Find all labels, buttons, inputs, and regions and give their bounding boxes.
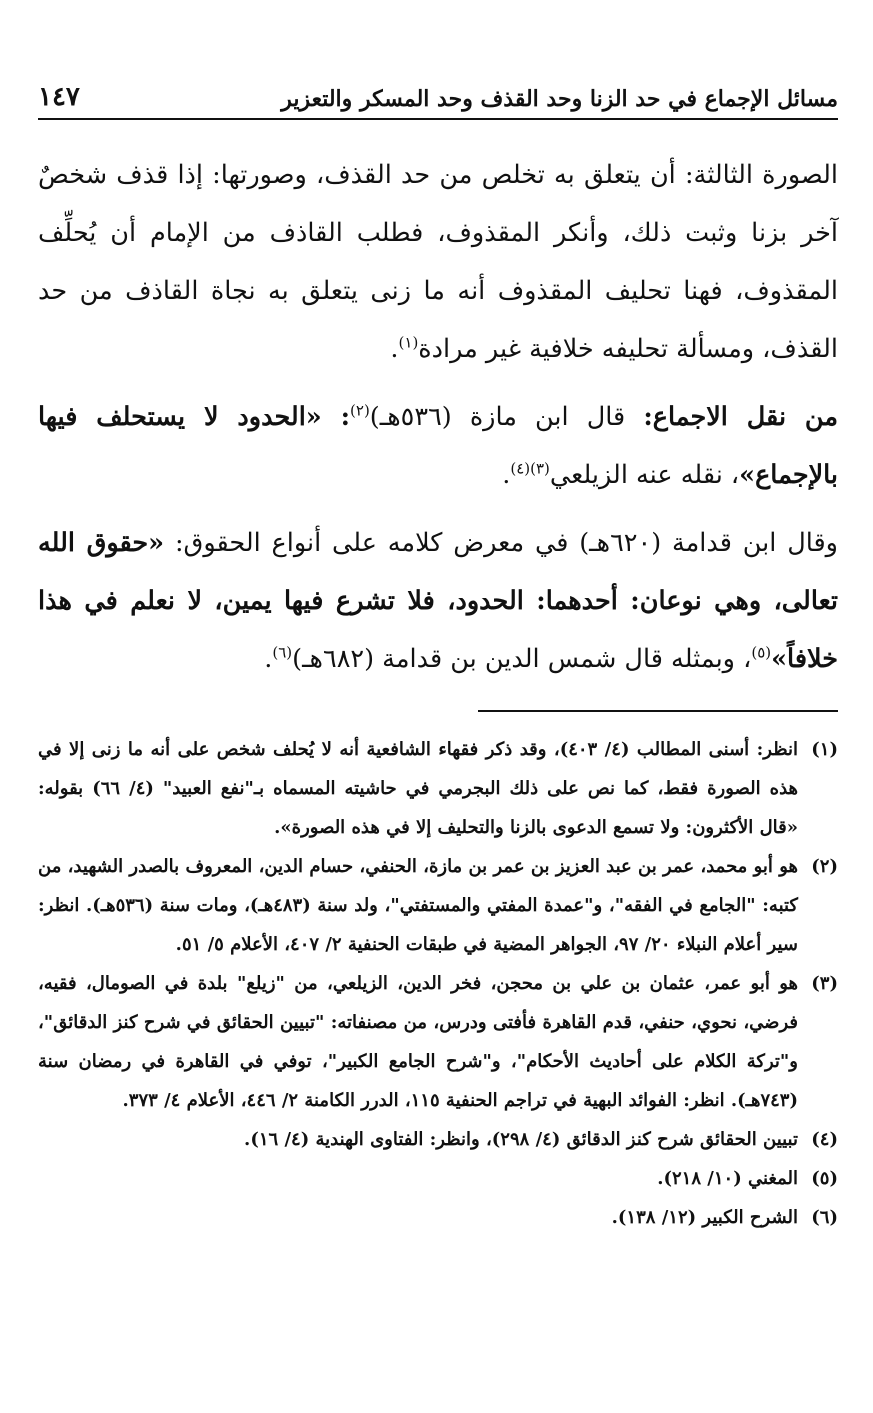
- footnote-text: هو أبو عمر، عثمان بن علي بن محجن، فخر الدين، الزيلعي، من "زيلع" بلدة في الصومال، فقيه، فرضي، نحوي، حنفي، قدم القاهرة فأفتى ودرس، من مصنفاته: "تبيين الحقائق في شرح كنز الدقائق"، و"تركة الكلام على أحاديث الأحكام"، و"شرح الجامع الكبير"، توفي في القاهرة في رمضان سنة (٧٤٣هـ). انظر: الفوائد البهية في تراجم الحنفية ١١٥، الدرر الكامنة ٢/ ٤٤٦، الأعلام ٤/ ٣٧٣.: [38, 973, 799, 1111]
- paragraph-lead: الصورة الثالثة:: [684, 160, 838, 190]
- paragraph-text: وقال ابن قدامة (٦٢٠هـ) في معرض كلامه على أنواع الحقوق:: [164, 528, 838, 558]
- footnote-item: [38, 847, 838, 964]
- paragraph-lead: من نقل الاجماع:: [643, 402, 838, 432]
- quotation: «حقوق الله تعالى، وهي نوعان: أحدهما: الحدود، فلا تشرع فيها يمين، لا نعلم في هذا خلافاً»: [38, 528, 838, 674]
- paragraph-text: ، وبمثله قال شمس الدين بن قدامة (٦٨٢هـ): [292, 644, 752, 674]
- footnote-number: (٢): [811, 856, 838, 877]
- paragraph-end: .: [264, 644, 273, 674]
- paragraph-third-case: [38, 146, 838, 378]
- paragraph-consensus-citation: [38, 388, 838, 504]
- paragraph-text: أن يتعلق به تخلص من حد القذف، وصورتها: إذا قذف شخصٌ آخر بزنا وثبت ذلك، وأنكر المقذوف، فطلب القاذف من الإمام أن يُحلِّف المقذوف، فهنا تحليف المقذوف أنه ما زنى يتعلق به نجاة القاذف من حد القذف، ومسألة تحليفه خلافية غير مرادة: [38, 160, 838, 364]
- footnote-number: (٤): [811, 1129, 838, 1150]
- footnote-text: هو أبو محمد، عمر بن عبد العزيز بن عمر بن مازة، الحنفي، حسام الدين، المعروف بالصدر الشهيد، من كتبه: "الجامع في الفقه"، و"عمدة المفتي والمستفتي"، ولد سنة (٤٨٣هـ)، ومات سنة (٥٣٦هـ). انظر: سير أعلام النبلاء ٢٠/ ٩٧، الجواهر المضية في طبقات الحنفية ٢/ ٤٠٧، الأعلام ٥/ ٥١.: [38, 856, 799, 955]
- footnote-text: المغني (١٠/ ٢١٨).: [657, 1168, 798, 1189]
- paragraph-ibn-qudama: [38, 514, 838, 688]
- paragraph-text: ، نقله عنه الزيلعي: [549, 460, 740, 490]
- footnote-item: [38, 730, 838, 847]
- paragraph-text: قال ابن مازة (٥٣٦هـ): [369, 402, 644, 432]
- running-header: [38, 62, 838, 120]
- footnote-text: انظر: أسنى المطالب (٤/ ٤٠٣)، وقد ذكر فقهاء الشافعية أنه لا يُحلف شخص على أنه ما زنى إلا في هذه الصورة فقط، كما نص على ذلك البجرمي في حاشيته المسماه بـ"نفع العبيد" (٤/ ٦٦) بقوله: «قال الأكثرون: ولا تسمع الدعوى بالزنا والتحليف إلا في هذه الصورة».: [38, 739, 799, 838]
- document-page: [38, 62, 838, 1237]
- footnote-number: (٣): [811, 973, 838, 994]
- footnote-ref[interactable]: (١): [398, 333, 419, 352]
- footnote-ref[interactable]: (٢): [350, 401, 370, 420]
- quotation: : «الحدود لا يستحلف فيها بالإجماع»: [38, 402, 838, 490]
- footnote-number: (١): [811, 739, 838, 760]
- footnote-text: تبيين الحقائق شرح كنز الدقائق (٤/ ٢٩٨)، وانظر: الفتاوى الهندية (٤/ ١٦).: [244, 1129, 798, 1150]
- footnote-ref[interactable]: (٥): [751, 643, 772, 662]
- footnote-ref[interactable]: (٣)(٤): [510, 459, 550, 478]
- footnote-item: [38, 1198, 838, 1237]
- footnote-text: الشرح الكبير (١٢/ ١٣٨).: [611, 1207, 798, 1228]
- footnote-item: [38, 1159, 838, 1198]
- footnote-item: [38, 1120, 838, 1159]
- paragraph-end: .: [502, 460, 511, 490]
- footnote-number: (٦): [811, 1207, 838, 1228]
- paragraph-end: .: [390, 334, 399, 364]
- footnote-ref[interactable]: (٦): [272, 643, 293, 662]
- footnotes: [38, 730, 838, 1237]
- running-header-title: مسائل الإجماع في حد الزنا وحد القذف وحد المسكر والتعزير: [281, 86, 838, 112]
- page-number: ١٤٧: [38, 82, 80, 112]
- footnote-number: (٥): [811, 1168, 838, 1189]
- footnote-item: [38, 964, 838, 1120]
- footnote-divider: [478, 710, 838, 712]
- main-text: [38, 146, 838, 688]
